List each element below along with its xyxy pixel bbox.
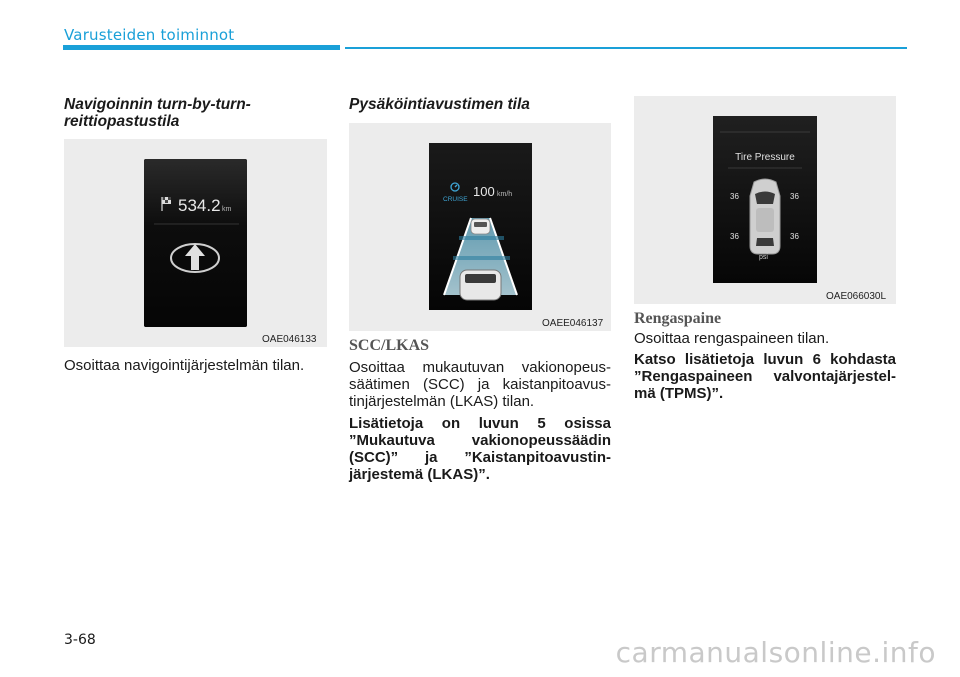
watermark: carmanualsonline.info [615,636,936,669]
tpms-unit: psi [759,254,768,261]
nav-figure-code: OAE046133 [262,334,317,345]
scc-section-title: SCC/LKAS [349,337,430,354]
lead-car-icon [471,219,490,234]
tpms-title: Tire Pressure [735,152,795,163]
tire-front-left: 36 [730,192,739,201]
cruise-label: CRUISE [443,196,468,203]
tpms-reference: Katso lisätietoja luvun 6 kohdasta ”Rengaspaineen valvontajärjestel-mä (TPMS)”. [634,351,896,402]
tire-rear-right: 36 [790,232,799,241]
tpms-display-illustration [634,96,896,304]
tpms-figure [634,96,896,304]
scc-reference: Lisätietoja on luvun 5 osissa ”Mukautuva vakionopeussäädin (SCC)” ja ”Kaistanpitoavustin-järjestemä (LKAS)”. [349,415,611,483]
section-header: Varusteiden toiminnot [64,26,235,44]
tpms-figure-code: OAE066030L [826,291,887,302]
header-accent-bar [63,45,340,50]
cruise-speed: 100 [473,184,495,199]
nav-distance: 534.2 [178,196,221,215]
straight-arrow-icon [171,244,219,272]
cruise-speed-unit: km/h [497,191,513,198]
nav-description: Osoittaa navigointijärjestelmän tilan. [64,357,305,374]
nav-heading-line2: reittiopastustila [64,113,180,130]
tire-rear-left: 36 [730,232,739,241]
nav-distance-unit: km [222,206,232,213]
parking-heading: Pysäköintiavustimen tila [349,96,530,113]
scc-figure-code: OAEE046137 [542,318,604,329]
nav-figure [64,139,327,347]
scc-description: Osoittaa mukautuvan vakionopeus-säätimen (SCC) ja kaistanpitoavus-tinjärjestelmän (LKAS) tilan. [349,359,611,410]
tire-front-right: 36 [790,192,799,201]
nav-heading [64,96,324,130]
tpms-section-title: Rengaspaine [634,310,722,327]
car-top-view-icon [750,179,780,254]
header-rule [345,47,907,49]
scc-display-illustration [349,123,611,331]
tpms-description: Osoittaa rengaspaineen tilan. [634,330,830,347]
page-number: 3-68 [64,632,96,648]
scc-figure [349,123,611,331]
nav-display-illustration [64,139,327,347]
own-car-icon [460,270,501,300]
nav-heading-line1: Navigoinnin turn-by-turn- [64,96,251,113]
